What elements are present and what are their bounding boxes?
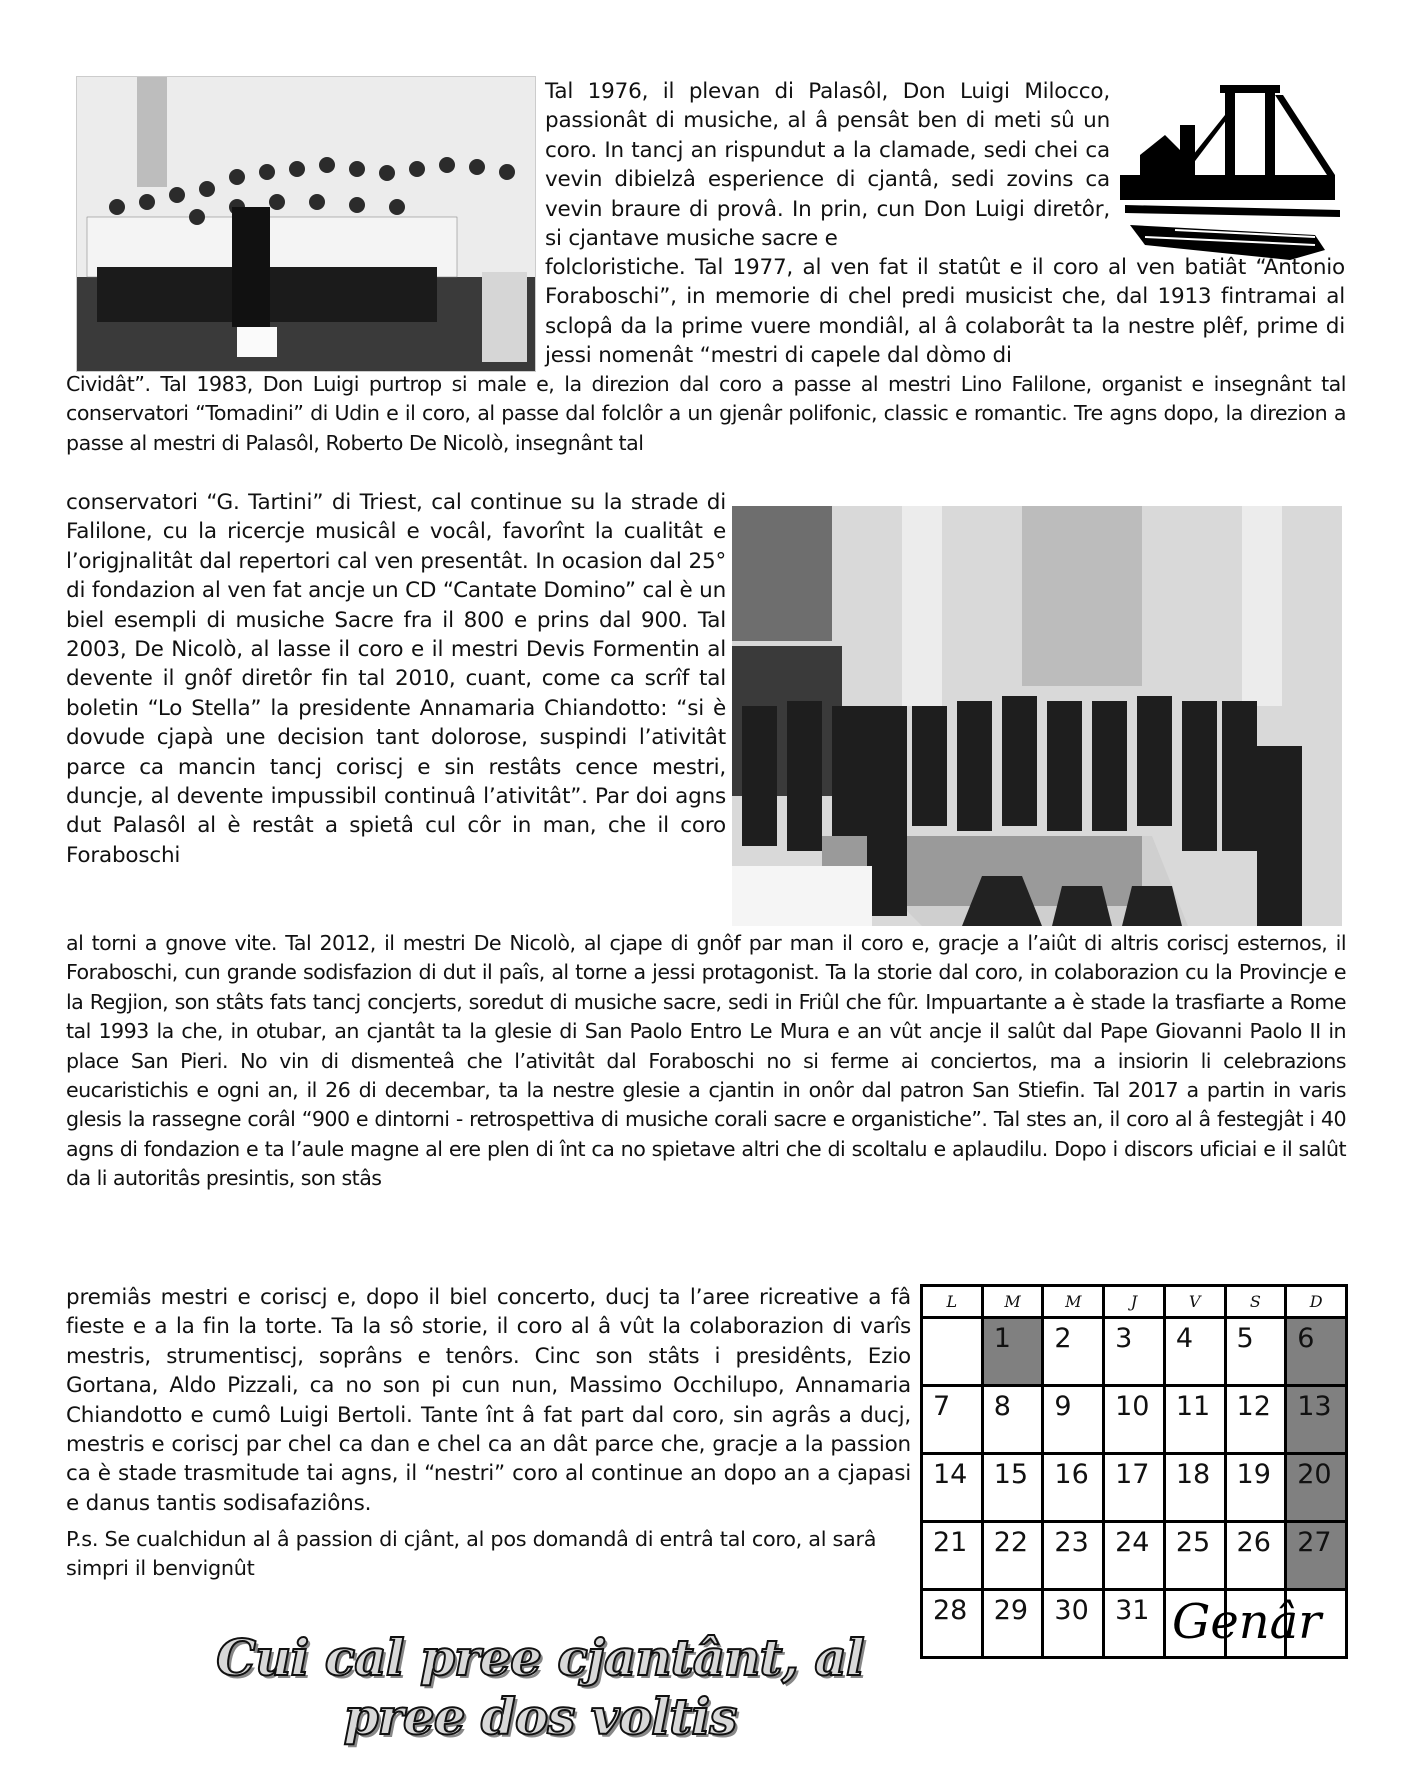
calendar-day: 14 xyxy=(922,1454,983,1522)
weekday-header-row xyxy=(922,1286,1347,1318)
calendar-day: 30 xyxy=(1043,1590,1104,1658)
calendar-day-empty xyxy=(922,1318,983,1386)
calendar-day: 7 xyxy=(922,1386,983,1454)
calendar-day: 2 xyxy=(1043,1318,1104,1386)
church-concert-photo xyxy=(732,506,1342,926)
weekday-label: M xyxy=(1043,1286,1104,1318)
article-text-6: premiâs mestri e coriscj e, dopo il biel concerto, ducj ta l’aree ricreative a fâ fieste e a la fin la torte. Ta la sô storie, il coro al â vût la colaborazion di varîs mestris, strumentiscj, soprâns e tenôrs. Cinc son stâts i presidênts, Ezio Gortana, Aldo Pizzali, ca no son pi cun nun, Massimo Occhilupo, Annamaria Chiandotto e cumô Luigi Bertoli. Tante înt â fat part dal coro, sin agrâs a ducj, mestris e coriscj par chel ca dan e chel ca an dât parce che, gracje a la passion ca è stade trasmitude tai agns, il “nestri” coro al continue an dopo an a cjapasi e danus tantis sodisafaziôns. xyxy=(66,1285,911,1516)
calendar-day-sunday: 20 xyxy=(1286,1454,1347,1522)
weekday-label: M xyxy=(982,1286,1043,1318)
article-paragraph-5 xyxy=(66,929,1346,1194)
postscript xyxy=(66,1525,926,1584)
month-name: Genâr xyxy=(1172,1594,1322,1650)
article-paragraph-2 xyxy=(545,253,1345,371)
calendar-day: 18 xyxy=(1164,1454,1225,1522)
bridge-logo xyxy=(1115,85,1365,275)
choir-photo-illustration xyxy=(77,77,535,371)
calendar-week-row xyxy=(922,1386,1347,1454)
calendar-day: 11 xyxy=(1164,1386,1225,1454)
calendar-week-row xyxy=(922,1318,1347,1386)
calendar-day: 24 xyxy=(1104,1522,1165,1590)
weekday-label: S xyxy=(1225,1286,1286,1318)
calendar-day: 9 xyxy=(1043,1386,1104,1454)
article-paragraph-4 xyxy=(66,488,726,870)
calendar-day: 12 xyxy=(1225,1386,1286,1454)
calendar-day: 16 xyxy=(1043,1454,1104,1522)
calendar-day-holiday: 1 xyxy=(982,1318,1043,1386)
calendar-day: 10 xyxy=(1104,1386,1165,1454)
calendar-week-row xyxy=(922,1454,1347,1522)
calendar-day: 3 xyxy=(1104,1318,1165,1386)
postscript-text: P.s. Se cualchidun al â passion di cjânt, al pos domandâ di entrâ tal coro, al sarâ simpri il benvignût xyxy=(66,1527,877,1581)
weekday-label: L xyxy=(922,1286,983,1318)
calendar-day: 23 xyxy=(1043,1522,1104,1590)
calendar-day: 28 xyxy=(922,1590,983,1658)
calendar-day-sunday: 13 xyxy=(1286,1386,1347,1454)
calendar-day: 8 xyxy=(982,1386,1043,1454)
weekday-label: D xyxy=(1286,1286,1347,1318)
calendar-day: 4 xyxy=(1164,1318,1225,1386)
calendar-day: 17 xyxy=(1104,1454,1165,1522)
calendar-day: 5 xyxy=(1225,1318,1286,1386)
article-intro-text: Tal 1976, il plevan di Palasôl, Don Luigi Milocco, passionât di musiche, al â pensât ben di meti sû un coro. In tancj an rispundut a la clamade, sedi chei ca vevin dibielzâ esperience di cjantâ, sedi zovins ca vevin braure di provâ. In prin, cun Don Luigi diretôr, si cjantave musiche sacre e xyxy=(545,79,1110,252)
article-paragraph-6 xyxy=(66,1283,911,1518)
weekday-label: J xyxy=(1104,1286,1165,1318)
article-paragraph-3 xyxy=(66,370,1346,458)
calendar-day: 15 xyxy=(982,1454,1043,1522)
old-choir-photo xyxy=(76,76,536,372)
calendar-day: 29 xyxy=(982,1590,1043,1658)
article-text-5: al torni a gnove vite. Tal 2012, il mestri De Nicolò, al cjape di gnôf par man il coro e, gracje a l’aiût di altris coriscj esternos, il Foraboschi, cun grande sodisfazion di dut il paîs, al torne a jessi protagonist. Ta la storie dal coro, in colaborazion cu la Provincje e la Regjion, son stâts fats tancj concjerts, soredut di musiche sacre, sedi in Friûl che fûr. Impuartante a è stade la trasfiarte a Rome tal 1993 la che, in otubar, an cjantât ta la glesie di San Paolo Entro Le Mura e an vût ancje il salût dal Pape Giovanni Paolo II in place San Pieri. No vin di dismenteâ che l’ativitât dal Foraboschi no si ferme ai conciertos, ma a insiorin li celebrazions eucaristichis e ogni an, il 26 di decembar, ta la nestre glesie a cjantin in onôr dal patron San Stiefin. Tal 2017 a partin in varis glesis la rassegne corâl “900 e dintorni - retrospettiva di musiche corali sacre e organistiche”. Tal stes an, il coro al â festegjât i 40 agns di fondazion e ta l’aule magne al ere plen di înt ca no spietave altri che di scoltalu e aplaudilu. Dopo i discors uficiai e il salût da li autoritâs presintis, son stâs xyxy=(66,931,1346,1191)
calendar-day-sunday: 6 xyxy=(1286,1318,1347,1386)
church-photo-illustration xyxy=(732,506,1342,926)
calendar-day: 31 xyxy=(1104,1590,1165,1658)
calendar-day: 26 xyxy=(1225,1522,1286,1590)
motto-banner: Cui cal pree cjantânt, al pree dos voltis xyxy=(216,1628,864,1746)
article-intro xyxy=(545,77,1110,253)
weekday-label: V xyxy=(1164,1286,1225,1318)
article-text-3: Cividât”. Tal 1983, Don Luigi purtrop si male e, la direzion dal coro a passe al mestri Lino Falilone, organist e insegnânt tal conservatori “Tomadini” di Udin e il coro, al passe dal folclôr a un gjenâr polifonic, classic e romantic. Tre agns dopo, la direzion a passe al mestri di Palasôl, Roberto De Nicolò, insegnânt tal xyxy=(66,372,1346,455)
calendar-day-sunday: 27 xyxy=(1286,1522,1347,1590)
calendar-day: 21 xyxy=(922,1522,983,1590)
calendar-week-row xyxy=(922,1522,1347,1590)
calendar-day: 22 xyxy=(982,1522,1043,1590)
article-text-4: conservatori “G. Tartini” di Triest, cal continue su la strade di Falilone, cu la ricercje musicâl e vocâl, favorînt la cualitât e l’origjnalitât dal repertori cal ven presentât. In ocasion dal 25° di fondazion al ven fat ancje un CD “Cantate Domino” cal è un biel esempli di musiche Sacre fra il 800 e prins dal 900. Tal 2003, De Nicolò, al lasse il coro e il mestri Devis Formentin al devente il gnôf diretôr fin tal 2010, cuant, come ca scrîf tal boletin “Lo Stella” la presidente Annamaria Chiandotto: “si è dovude cjapà une decision tant dolorose, suspindi l’ativitât parce ca mancin tancj coriscj e sin restâts cence mestri, duncje, al devente impussibil continuâ l’ativitât”. Par doi agns dut Palasôl al è restât a spietâ cul côr in man, che il coro Foraboschi xyxy=(66,490,726,868)
bridge-icon xyxy=(1115,85,1365,275)
calendar-day: 25 xyxy=(1164,1522,1225,1590)
article-text-2: folcloristiche. Tal 1977, al ven fat il statût e il coro al ven batiât “Antonio Foraboschi”, in memorie di chel predi musicist che, dal 1913 fintramai al sclopâ da la prime vuere mondiâl, al â colaborât ta la nestre plêf, prime di jessi nomenât “mestri di capele dal dòmo di xyxy=(545,255,1345,369)
calendar-day: 19 xyxy=(1225,1454,1286,1522)
